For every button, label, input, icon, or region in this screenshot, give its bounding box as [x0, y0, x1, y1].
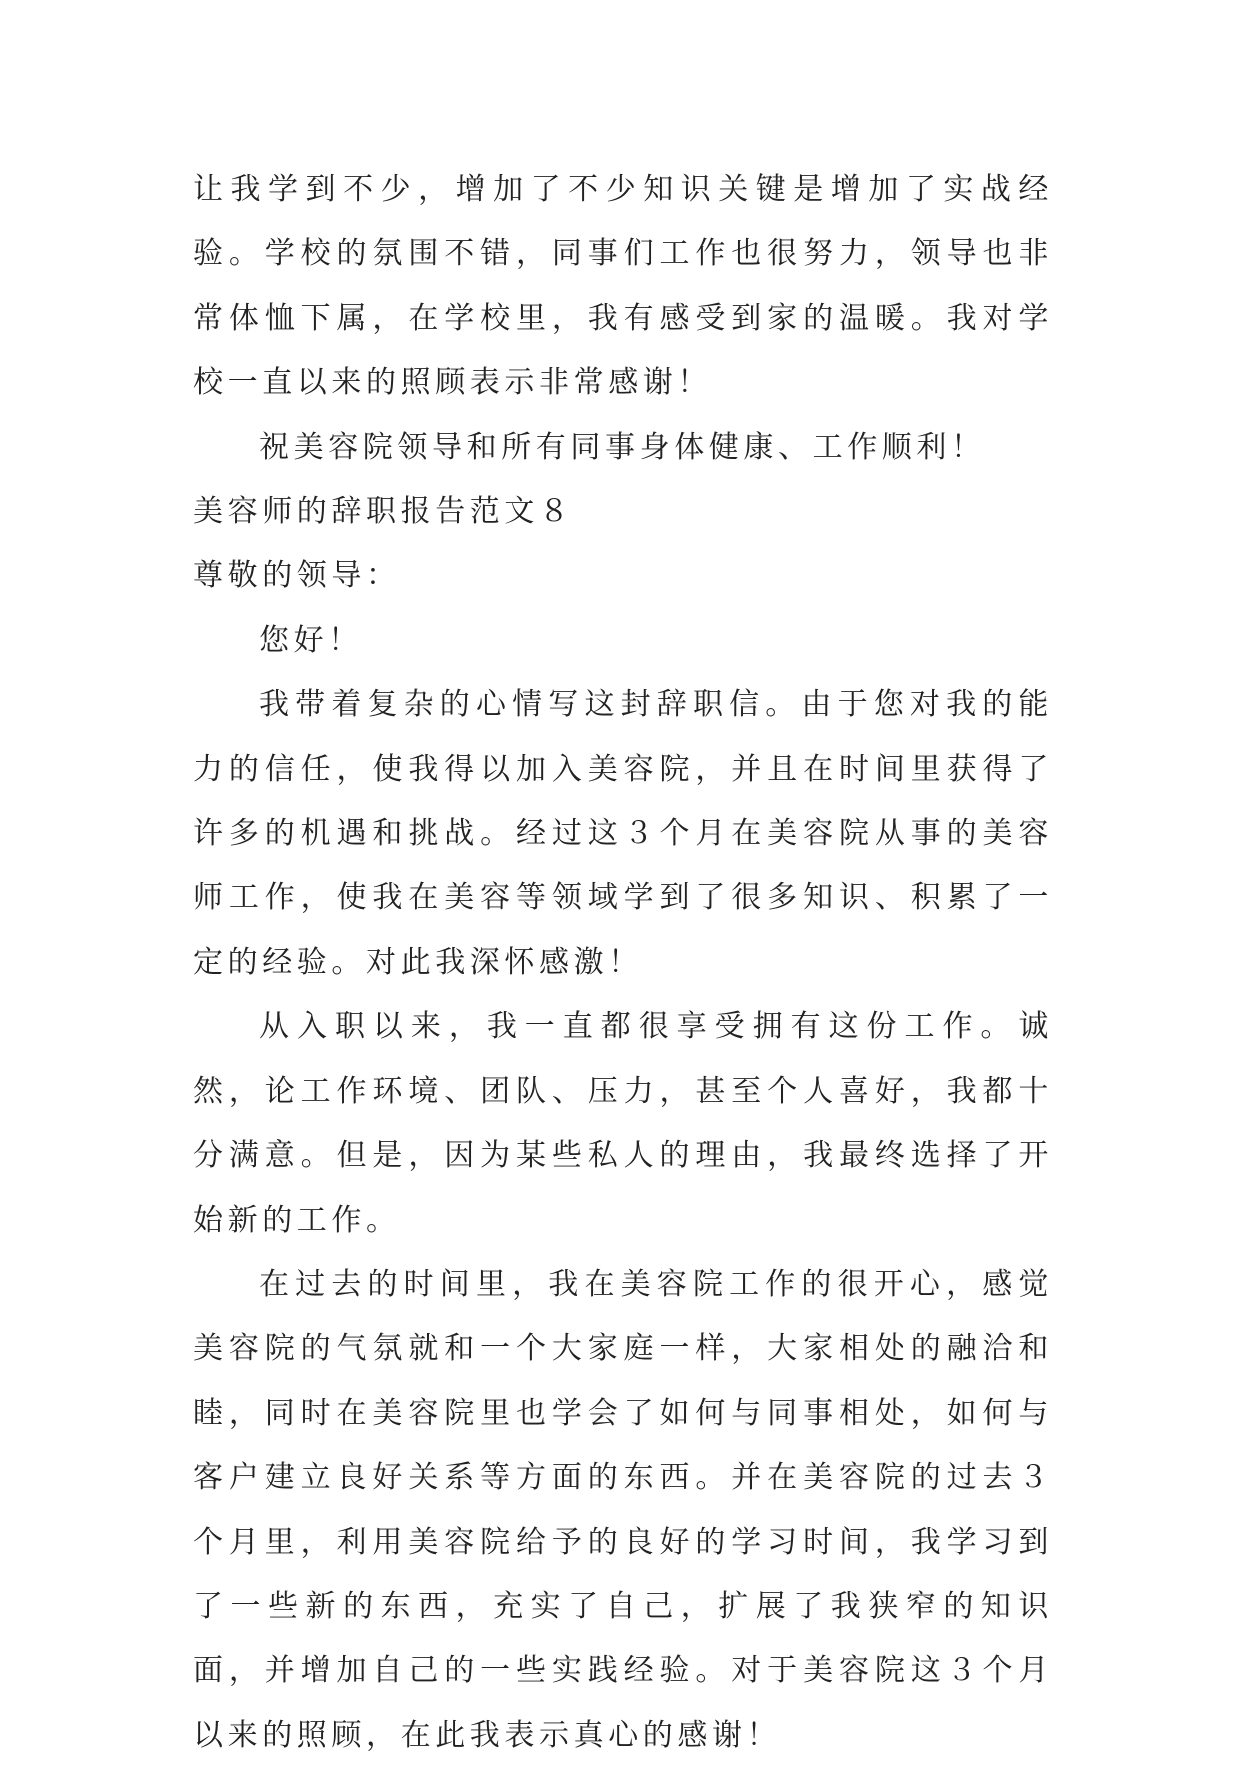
- body-paragraph: 在过去的时间里，我在美容院工作的很开心，感觉美容院的气氛就和一个大家庭一样，大家相处的融洽和睦，同时在美容院里也学会了如何与同事相处，如何与客户建立良好关系等方面的东西。并在美容院的过去３个月里，利用美容院给予的良好的学习时间，我学习到了一些新的东西，充实了自己，扩展了我狭窄的知识面，并增加自己的一些实践经验。对于美容院这３个月以来的照顾，在此我表示真心的感谢！: [193, 1266, 1053, 1753]
- greeting: 您好！: [259, 622, 363, 658]
- body-paragraph: 从入职以来，我一直都很享受拥有这份工作。诚然，论工作环境、团队、压力，甚至个人喜好，我都十分满意。但是，因为某些私人的理由，我最终选择了开始新的工作。: [193, 1009, 1053, 1238]
- intro-paragraph: 让我学到不少，增加了不少知识关键是增加了实战经验。学校的氛围不错，同事们工作也很努力，领导也非常体恤下属，在学校里，我有感受到家的温暖。我对学校一直以来的照顾表示非常感谢！: [193, 172, 1053, 401]
- body-paragraph: 我带着复杂的心情写这封辞职信。由于您对我的能力的信任，使我得以加入美容院，并且在时间里获得了许多的机遇和挑战。经过这３个月在美容院从事的美容师工作，使我在美容等领域学到了很多知识、积累了一定的经验。对此我深怀感激！: [193, 687, 1053, 980]
- document-body: [193, 158, 1053, 1768]
- section-title: 美容师的辞职报告范文８: [193, 494, 574, 530]
- salutation: 尊敬的领导：: [193, 558, 401, 594]
- wish-paragraph: 祝美容院领导和所有同事身体健康、工作顺利！: [259, 429, 986, 465]
